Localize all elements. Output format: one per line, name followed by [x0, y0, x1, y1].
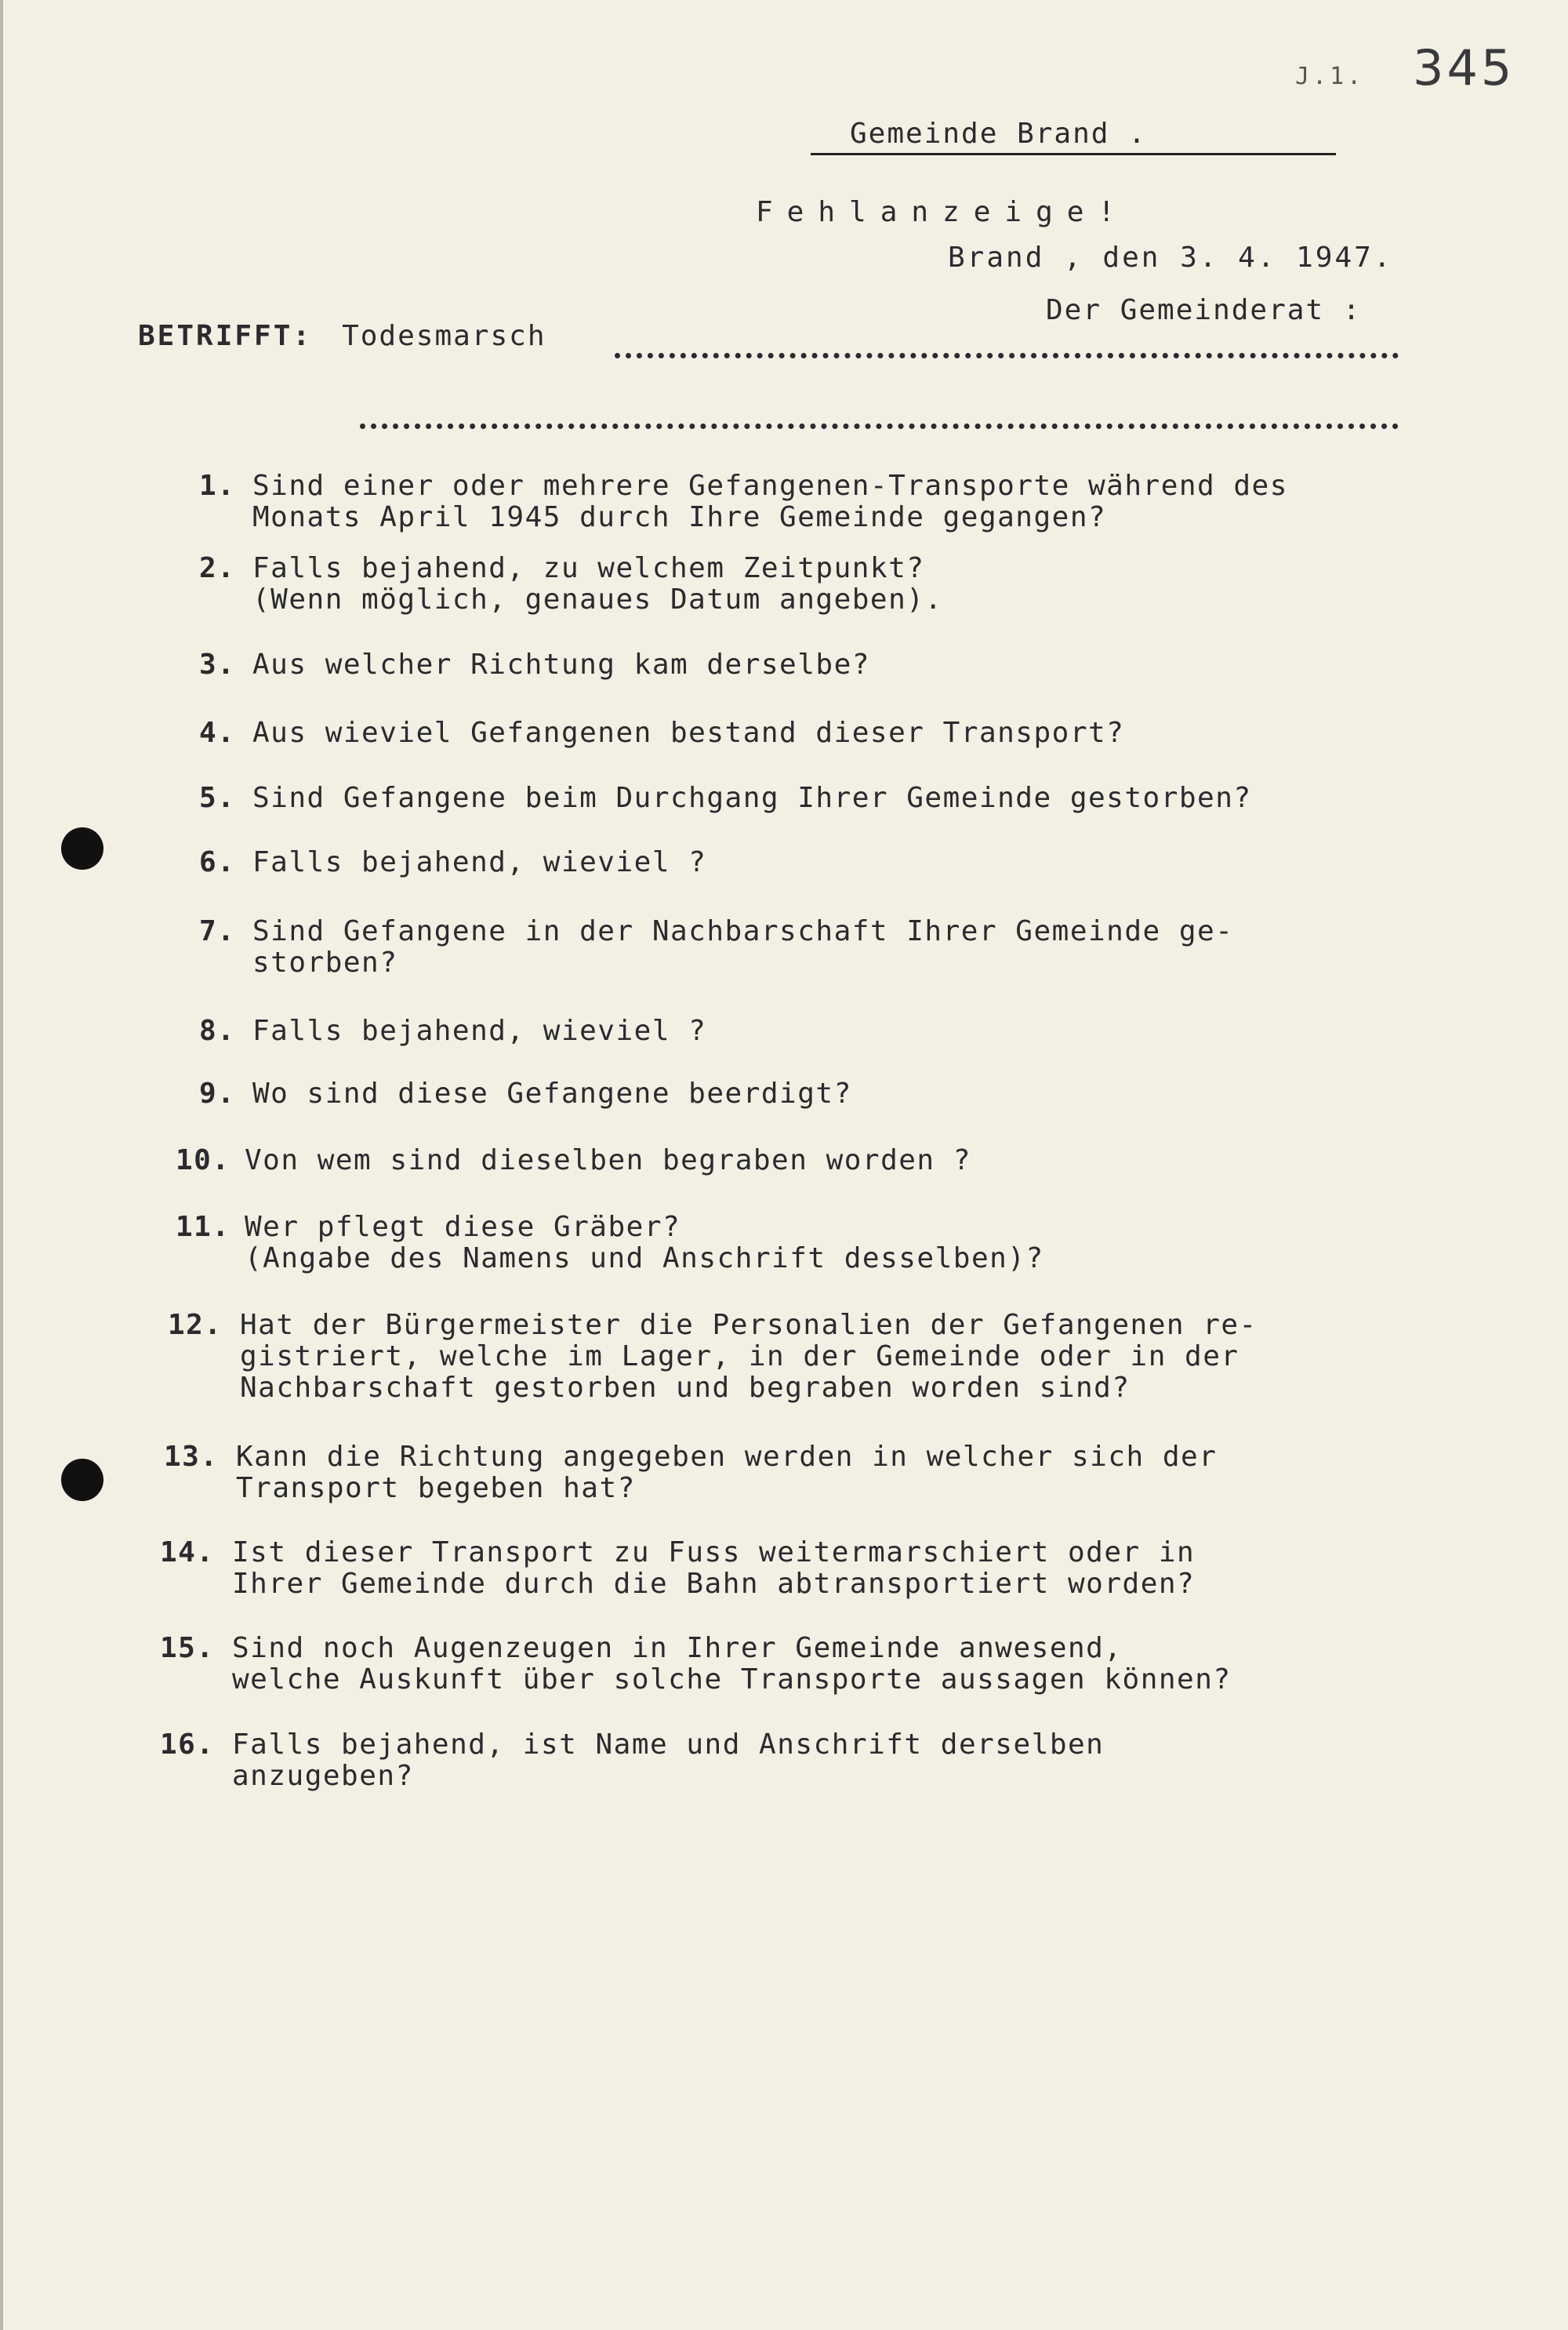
subject-line — [138, 320, 546, 352]
question-number: 4. — [199, 717, 236, 749]
dotted-fill-line — [360, 406, 1399, 429]
page-number: 345 — [1413, 39, 1515, 96]
document-title: Fehlanzeige! — [756, 196, 1130, 228]
subject-label: BETRIFFT: — [138, 320, 313, 352]
question-number: 11. — [176, 1211, 230, 1243]
municipality-header: Gemeinde Brand . — [850, 118, 1147, 150]
question-text: Sind Gefangene in der Nachbarschaft Ihrer Gemeinde ge- storben? — [252, 915, 1234, 979]
question-text: Aus wieviel Gefangenen bestand dieser Transport? — [252, 717, 1125, 749]
question-text: Falls bejahend, ist Name und Anschrift derselben anzugeben? — [232, 1728, 1105, 1792]
question-text: Aus welcher Richtung kam derselbe? — [252, 649, 870, 681]
question-text: Falls bejahend, wieviel ? — [252, 1015, 707, 1047]
council-signature-line: Der Gemeinderat : — [1046, 294, 1362, 326]
question-text: Kann die Richtung angegeben werden in welcher sich der Transport begeben hat? — [236, 1441, 1218, 1504]
header-underline — [811, 153, 1336, 155]
question-number: 16. — [160, 1728, 215, 1761]
question-number: 10. — [176, 1144, 230, 1176]
question-text: Sind noch Augenzeugen in Ihrer Gemeinde anwesend, welche Auskunft über solche Transporte aussagen können? — [232, 1632, 1232, 1696]
question-number: 2. — [199, 552, 236, 584]
question-text: Ist dieser Transport zu Fuss weitermarschiert oder in Ihrer Gemeinde durch die Bahn abtransportiert worden? — [232, 1536, 1196, 1600]
subject-value: Todesmarsch — [342, 320, 546, 352]
question-number: 12. — [168, 1309, 223, 1341]
question-number: 7. — [199, 915, 236, 947]
question-number: 8. — [199, 1015, 236, 1047]
question-text: Sind einer oder mehrere Gefangenen-Transporte während des Monats April 1945 durch Ihre Gemeinde gegangen? — [252, 470, 1288, 533]
question-text: Hat der Bürgermeister die Personalien der Gefangenen re- gistriert, welche im Lager, in der Gemeinde oder in der Nachbarschaft gestorben und begraben worden sind? — [240, 1309, 1258, 1404]
place-date: Brand , den 3. 4. 1947. — [948, 242, 1393, 274]
question-number: 14. — [160, 1536, 215, 1568]
question-number: 15. — [160, 1632, 215, 1664]
question-text: Falls bejahend, wieviel ? — [252, 846, 707, 878]
question-number: 9. — [199, 1078, 236, 1110]
question-number: 13. — [164, 1441, 219, 1473]
question-text: Sind Gefangene beim Durchgang Ihrer Gemeinde gestorben? — [252, 782, 1252, 814]
question-text: Von wem sind dieselben begraben worden ? — [245, 1144, 971, 1176]
archive-signature: J.1. — [1295, 63, 1365, 90]
question-number: 1. — [199, 470, 236, 502]
question-text: Wer pflegt diese Gräber? (Angabe des Namens und Anschrift desselben)? — [245, 1211, 1044, 1274]
dotted-fill-line — [615, 336, 1399, 358]
question-number: 3. — [199, 649, 236, 681]
punch-hole — [61, 827, 103, 870]
question-number: 5. — [199, 782, 236, 814]
punch-hole — [61, 1459, 103, 1501]
question-text: Falls bejahend, zu welchem Zeitpunkt? (Wenn möglich, genaues Datum angeben). — [252, 552, 943, 616]
question-text: Wo sind diese Gefangene beerdigt? — [252, 1078, 852, 1110]
question-number: 6. — [199, 846, 236, 878]
